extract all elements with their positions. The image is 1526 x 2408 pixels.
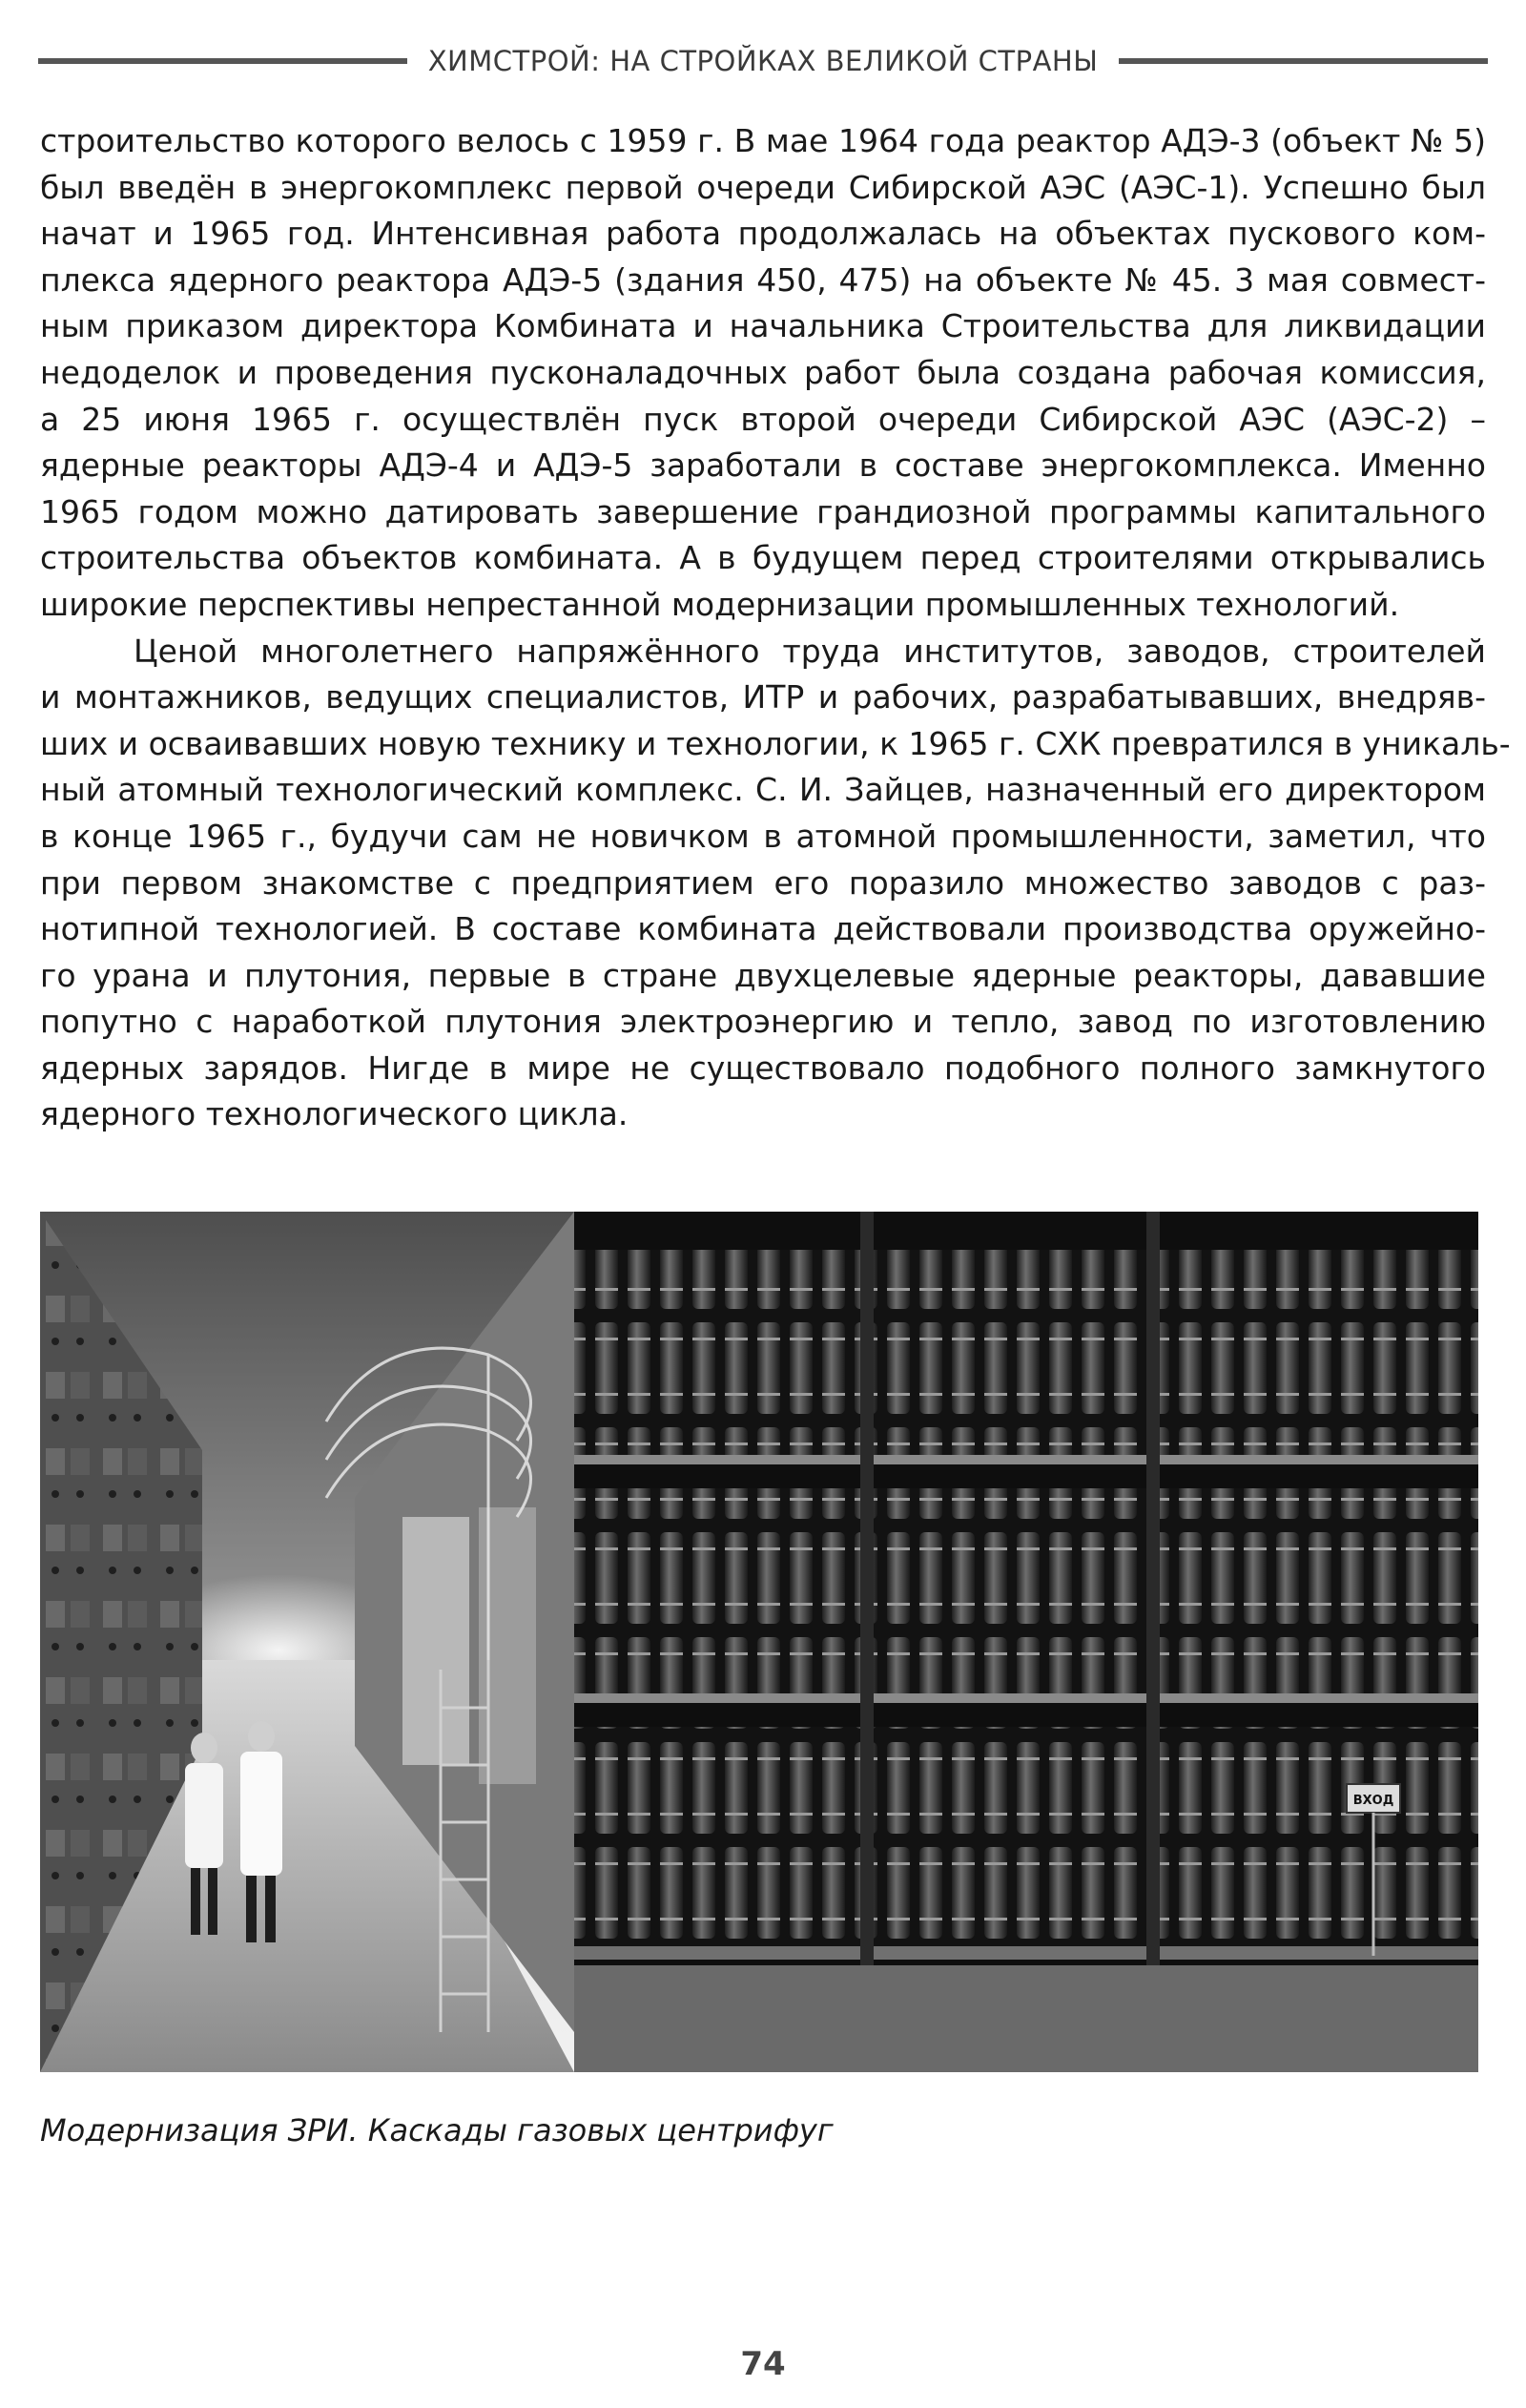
page-number: 74 xyxy=(740,2345,786,2383)
header-rule-left xyxy=(38,58,407,64)
photo-caption: Модернизация ЗРИ. Каскады газовых центрифуг xyxy=(40,2112,834,2149)
running-header xyxy=(38,42,1488,80)
text-line: а 25 июня 1965 г. осуществлён пуск второй очереди Сибирской АЭС (АЭС-2) – xyxy=(40,400,1486,438)
text-line: и монтажников, ведущих специалистов, ИТР и рабочих, разрабатывавших, внедряв- xyxy=(40,678,1486,716)
text-line: ядерных зарядов. Нигде в мире не существовало подобного полного замкнутого xyxy=(40,1048,1486,1087)
text-line: ядерного технологического цикла. xyxy=(40,1095,629,1133)
text-line: попутно с наработкой плутония электроэнергию и тепло, завод по изготовлению xyxy=(40,1003,1486,1041)
photo-centrifuge-hall xyxy=(40,1212,1478,2072)
entrance-sign-text: ВХОД xyxy=(1352,1794,1394,1808)
text-line: 1965 годом можно датировать завершение грандиозной программы капитального xyxy=(40,492,1486,530)
text-line: ядерные реакторы АДЭ-4 и АДЭ-5 заработали в составе энергокомплекса. Именно xyxy=(40,446,1486,485)
text-line: нотипной технологией. В составе комбината действовали производства оружейно- xyxy=(40,910,1486,948)
header-title: ХИМСТРОЙ: НА СТРОЙКАХ ВЕЛИКОЙ СТРАНЫ xyxy=(427,45,1099,77)
text-line: Ценой многолетнего напряжённого труда институтов, заводов, строителей xyxy=(134,632,1486,670)
text-line: начат и 1965 год. Интенсивная работа продолжалась на объектах пускового ком- xyxy=(40,215,1486,253)
text-line: в конце 1965 г., будучи сам не новичком в атомной промышленности, заметил, что xyxy=(40,817,1486,855)
text-line: при первом знакомстве с предприятием его поразило множество заводов с раз- xyxy=(40,863,1486,902)
text-line: ным приказом директора Комбината и начальника Строительства для ликвидации xyxy=(40,307,1486,345)
text-line: го урана и плутония, первые в стране двухцелевые ядерные реакторы, дававшие xyxy=(40,956,1486,994)
text-line: широкие перспективы непрестанной модернизации промышленных технологий. xyxy=(40,585,1400,623)
text-line: строительства объектов комбината. А в будущем перед строителями открывались xyxy=(40,539,1486,577)
body-text xyxy=(40,118,1511,1138)
text-line: ный атомный технологический комплекс. С. И. Зайцев, назначенный его директором xyxy=(40,771,1486,809)
text-line: недоделок и проведения пусконаладочных работ была создана рабочая комиссия, xyxy=(40,353,1486,391)
header-rule-right xyxy=(1119,58,1488,64)
text-line: ших и осваивавших новую технику и технологии, к 1965 г. СХК превратился в уникаль- xyxy=(40,724,1511,762)
text-line: плекса ядерного реактора АДЭ-5 (здания 450, 475) на объекте № 45. 3 мая совмест- xyxy=(40,260,1486,299)
text-line: строительство которого велось с 1959 г. В мае 1964 года реактор АДЭ-3 (объект № 5) xyxy=(40,122,1486,159)
text-line: был введён в энергокомплекс первой очереди Сибирской АЭС (АЭС-1). Успешно был xyxy=(40,168,1486,206)
